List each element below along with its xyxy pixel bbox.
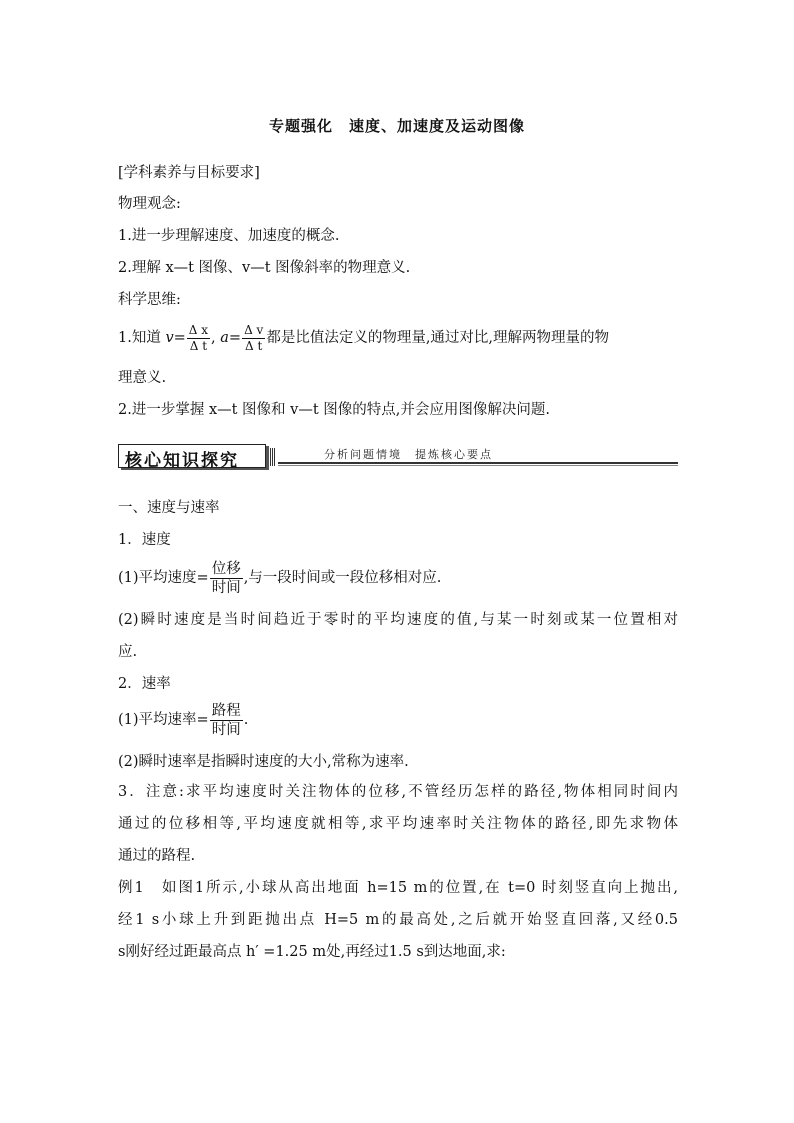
velocity-subheading: 1．速度 <box>118 532 171 548</box>
page-title: 专题强化 速度、加速度及运动图像 <box>268 117 525 135</box>
note-line-1: 3．注意:求平均速度时关注物体的位移,不管经历怎样的路径,物体相同时间内 <box>118 784 678 800</box>
acceleration-symbol: a= <box>220 330 242 346</box>
banner-stripe <box>270 448 276 466</box>
instant-velocity-line-2: 应. <box>118 644 138 660</box>
avg-speed-denominator: 时间 <box>211 721 241 738</box>
section1-heading: 一、速度与速率 <box>118 500 220 516</box>
physics-concept-item-2: 2.理解 x—t 图像、v—t 图像斜率的物理意义. <box>118 260 411 276</box>
velocity-fraction-numerator: Δ x <box>188 322 209 337</box>
instant-speed-definition: (2)瞬时速率是指瞬时速度的大小,常称为速率. <box>118 754 409 770</box>
physics-concept-item-1: 1.进一步理解速度、加速度的概念. <box>118 228 340 244</box>
acceleration-fraction <box>242 323 265 354</box>
scientific-thinking-heading: 科学思维: <box>118 292 181 308</box>
avg-speed-prefix: (1)平均速率= <box>118 712 209 728</box>
scientific-thinking-item-2: 2.进一步掌握 x—t 图像和 v—t 图像的特点,并会应用图像解决问题. <box>118 402 551 418</box>
physics-concept-heading: 物理观念: <box>118 196 181 212</box>
section-banner <box>118 440 678 470</box>
item1-separator: , <box>211 330 216 346</box>
banner-subtitle: 分析问题情境 提炼核心要点 <box>324 448 493 461</box>
avg-velocity-suffix: ,与一段时间或一段位移相对应. <box>243 570 442 586</box>
item1-suffix: 都是比值法定义的物理量,通过对比,理解两物理量的物 <box>266 330 610 346</box>
item1-prefix: 1.知道 <box>118 330 161 346</box>
velocity-fraction <box>187 323 210 354</box>
average-velocity-definition <box>118 558 441 598</box>
banner-title-box <box>118 444 266 471</box>
speed-subheading: 2．速率 <box>118 676 171 692</box>
scientific-thinking-item-1-continued: 理意义. <box>118 370 167 386</box>
section-header: [学科素养与目标要求] <box>118 165 260 181</box>
note-line-3: 通过的路程. <box>118 848 196 864</box>
avg-speed-suffix: . <box>243 712 249 728</box>
avg-velocity-prefix: (1)平均速度= <box>118 570 209 586</box>
avg-speed-numerator: 路程 <box>211 702 241 719</box>
example-line-1: 例1 如图1所示,小球从高出地面 h=15 m的位置,在 t=0 时刻竖直向上抛出, <box>118 880 678 896</box>
scientific-thinking-item-1 <box>118 320 609 356</box>
example-line-2: 经1 s小球上升到距抛出点 H=5 m的最高处,之后就开始竖直回落,又经0.5 <box>118 912 678 928</box>
note-line-2: 通过的位移相等,平均速度就相等,求平均速率时关注物体的路径,即先求物体 <box>118 816 678 832</box>
acceleration-fraction-denominator: Δ t <box>245 338 263 353</box>
avg-velocity-fraction <box>210 560 243 597</box>
banner-title: 核心知识探究 <box>125 451 239 471</box>
avg-speed-fraction <box>210 702 243 739</box>
velocity-symbol: v= <box>165 330 186 346</box>
avg-velocity-numerator: 位移 <box>211 560 241 577</box>
instant-velocity-line-1: (2)瞬时速度是当时间趋近于零时的平均速度的值,与某一时刻或某一位置相对 <box>118 612 678 628</box>
banner-rule-secondary <box>278 465 678 466</box>
example-line-3: s刚好经过距最高点 h′ =1.25 m处,再经过1.5 s到达地面,求: <box>118 944 506 960</box>
banner-rule <box>278 462 678 464</box>
average-speed-definition <box>118 700 248 740</box>
acceleration-fraction-numerator: Δ v <box>244 322 264 337</box>
velocity-fraction-denominator: Δ t <box>189 338 208 353</box>
avg-velocity-denominator: 时间 <box>211 579 241 596</box>
